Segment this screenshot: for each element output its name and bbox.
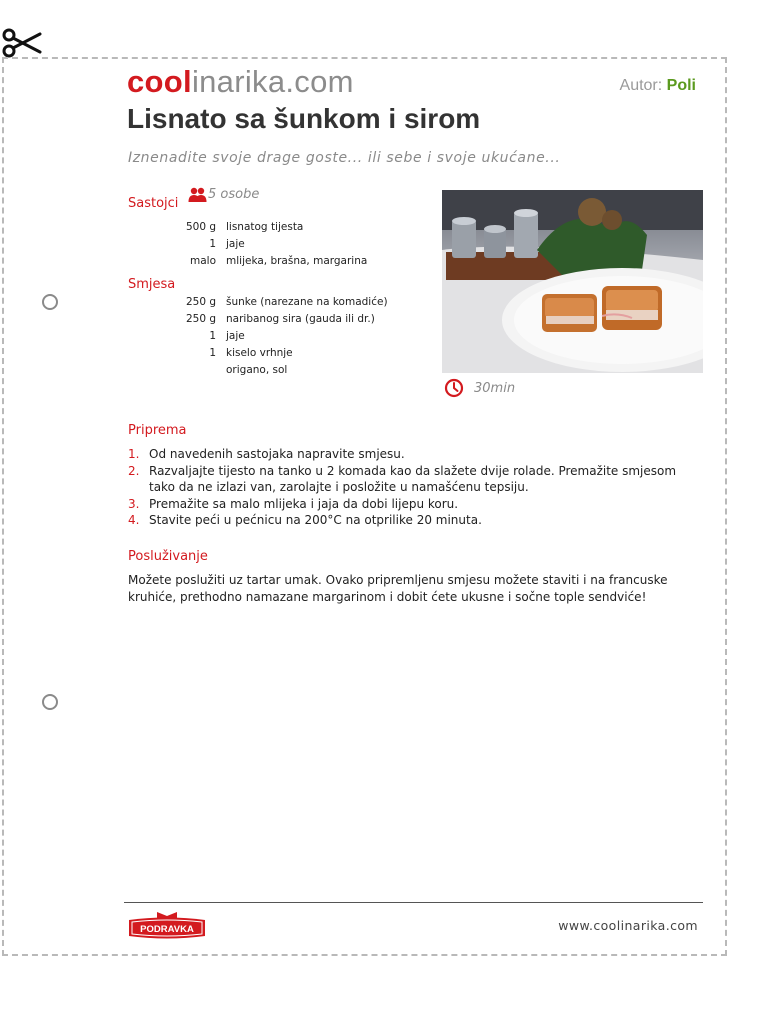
ingredient-quantity: 250 g bbox=[185, 295, 216, 308]
section-serving: Posluživanje bbox=[128, 549, 208, 564]
ingredient-row bbox=[171, 344, 388, 361]
author-label: Autor: bbox=[619, 77, 663, 94]
prep-time-label: 30min bbox=[474, 380, 516, 396]
ingredient-name: kiselo vrhnje bbox=[226, 346, 293, 359]
binder-hole bbox=[42, 294, 58, 310]
ingredient-name: naribanog sira (gauda ili dr.) bbox=[226, 312, 375, 325]
ingredients-list bbox=[171, 218, 367, 269]
scissors-icon bbox=[2, 27, 42, 61]
ingredient-row bbox=[171, 235, 367, 252]
step-number: 2. bbox=[128, 463, 140, 478]
ingredient-name: lisnatog tijesta bbox=[226, 220, 304, 233]
step-text: Razvaljajte tijesto na tanko u 2 komada kao da slažete dvije rolade. Premažite smjesom tako da ne izlazi van, zarolajte i posložite u namašćenu tepsiju. bbox=[149, 463, 677, 494]
brand-name: PODRAVKA bbox=[140, 924, 194, 935]
author-name[interactable]: Poli bbox=[666, 77, 696, 94]
serving-text: Možete poslužiti uz tartar umak. Ovako pripremljenu smjesu možete staviti i na francuske kruhiće, prethodno namazane margarinom i dobit ćete ukusne i sočne tople sendviće! bbox=[128, 573, 668, 604]
recipe-subtitle: Iznenadite svoje drage goste... ili sebe i svoje ukućane... bbox=[128, 150, 561, 166]
ingredient-row bbox=[171, 218, 367, 235]
footer-divider bbox=[124, 902, 703, 903]
step-text: Od navedenih sastojaka napravite smjesu. bbox=[149, 447, 405, 461]
ingredient-row bbox=[171, 252, 367, 269]
step-text: Premažite sa malo mlijeka i jaja da dobi lijepu koru. bbox=[149, 496, 459, 511]
ingredient-quantity: 250 g bbox=[185, 312, 216, 325]
clock-icon bbox=[444, 378, 464, 398]
step-item bbox=[128, 512, 700, 529]
step-number: 4. bbox=[128, 513, 140, 527]
website-link[interactable]: www.coolinarika.com bbox=[558, 918, 698, 933]
ingredient-quantity: malo bbox=[189, 254, 216, 267]
step-item bbox=[128, 446, 700, 463]
ingredient-name: jaje bbox=[226, 329, 245, 342]
ingredient-row bbox=[171, 293, 388, 310]
filling-list bbox=[171, 293, 388, 378]
recipe-title: Lisnato sa šunkom i sirom bbox=[127, 103, 481, 134]
ingredient-name: šunke (narezane na komadiće) bbox=[226, 295, 388, 308]
coolinarika-logo[interactable]: coolinarika.com bbox=[127, 64, 354, 99]
ingredient-name: origano, sol bbox=[226, 363, 288, 376]
step-item bbox=[128, 463, 700, 496]
servings bbox=[188, 187, 259, 202]
section-filling: Smjesa bbox=[128, 277, 176, 292]
podravka-logo[interactable] bbox=[127, 911, 207, 941]
ingredient-row bbox=[171, 327, 388, 344]
step-text: Stavite peći u pećnicu na 200°C na otprilike 20 minuta. bbox=[149, 513, 482, 527]
ingredient-name: mlijeka, brašna, margarina bbox=[226, 254, 368, 267]
ingredient-quantity: 1 bbox=[209, 346, 216, 359]
ingredient-row bbox=[171, 361, 388, 378]
people-icon bbox=[188, 187, 207, 202]
step-item bbox=[128, 496, 700, 513]
binder-hole bbox=[42, 694, 58, 710]
ingredient-quantity: 1 bbox=[209, 329, 216, 342]
ingredient-quantity: 500 g bbox=[185, 220, 216, 233]
step-number: 3. bbox=[128, 496, 140, 511]
recipe-photo bbox=[442, 190, 703, 373]
section-preparation: Priprema bbox=[128, 423, 187, 438]
prep-time bbox=[444, 378, 515, 398]
section-ingredients: Sastojci bbox=[128, 196, 179, 211]
servings-label: 5 osobe bbox=[208, 187, 260, 202]
step-number: 1. bbox=[128, 447, 140, 461]
ingredient-name: jaje bbox=[226, 237, 245, 250]
ingredient-quantity: 1 bbox=[209, 237, 216, 250]
author bbox=[620, 77, 696, 95]
preparation-steps bbox=[128, 446, 700, 529]
ingredient-row bbox=[171, 310, 388, 327]
